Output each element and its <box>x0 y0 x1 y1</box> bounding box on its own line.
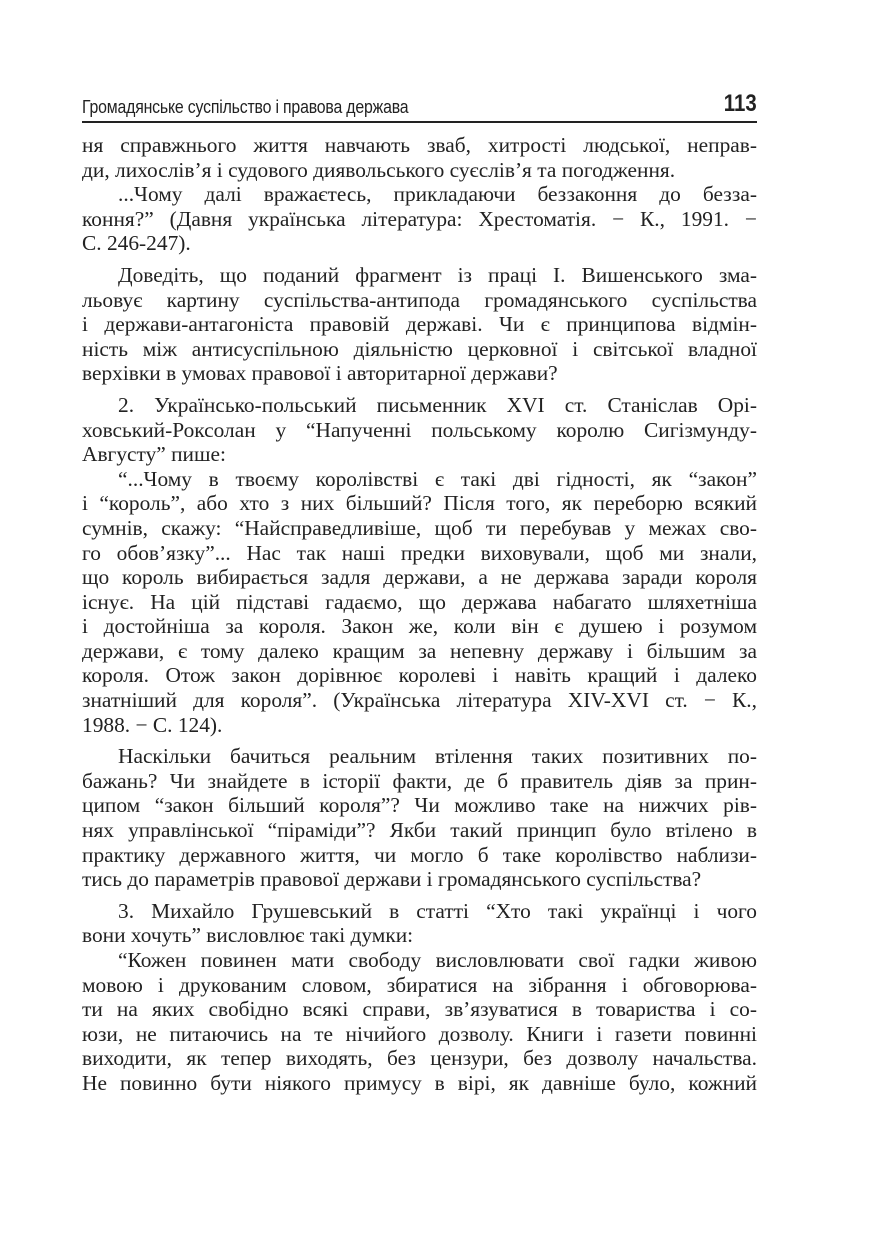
text-line: ня справжнього життя навчають зваб, хитрості людської, неправ- <box>82 133 757 157</box>
text-line: тись до параметрів правової держави і громадянського суспільства? <box>82 867 702 892</box>
text-line: і держави-антагоніста правовій державі. Чи є принципова відмін- <box>82 312 757 337</box>
running-title: Громадянське суспільство і правова держава <box>82 97 409 117</box>
text-line: Не повинно бути ніякого примусу в вірі, як давніше було, кожний <box>82 1070 757 1095</box>
text-line: Августу” пише: <box>82 442 226 467</box>
paragraph-p3 <box>82 263 757 386</box>
text-line: бажань? Чи знайдете в історії факти, де б правитель діяв за прин- <box>82 768 757 793</box>
text-line: практику державного життя, чи могло б таке королівство наблизи- <box>82 842 757 867</box>
text-line: ність між антисуспільною діяльністю церковної і світської владної <box>82 336 757 361</box>
paragraph-p2 <box>82 182 757 256</box>
text-line: юзи, не питаючись на те нічийого дозволу. Книги і газети повинні <box>82 1021 757 1046</box>
text-line: існує. На цій підставі гадаємо, що держава набагато шляхетніша <box>82 589 757 614</box>
running-header <box>82 84 757 123</box>
text-line: вони хочуть” висловлює такі думки: <box>82 923 414 948</box>
text-line: Наскільки бачиться реальним втілення таких позитивних по- <box>118 744 757 769</box>
text-line: “Кожен повинен мати свободу висловлювати свої гадки живою <box>118 948 757 972</box>
text-line: 1988. − С. 124). <box>82 712 223 737</box>
text-line: ти на яких свобідно всякі справи, зв’язуватися в товариства і со- <box>82 997 757 1022</box>
text-line: нях управлінської “піраміди”? Якби такий принцип було втілено в <box>82 818 757 843</box>
text-line: ...Чому далі вражаєтесь, прикладаючи беззаконня до безза- <box>118 182 757 207</box>
text-line: знатніший для короля”. (Українська література XIV-XVI ст. − К., <box>82 688 757 713</box>
text-line: і достойніша за короля. Закон же, коли він є душею і розумом <box>82 614 757 639</box>
paragraph-p4 <box>82 393 757 467</box>
text-line: льовує картину суспільства-антипода громадянського суспільства <box>82 287 757 312</box>
text-line: верхівки в умовах правової і авторитарної держави? <box>82 361 558 386</box>
text-line: сумнів, скажу: “Найсправедливіше, щоб ти перебував у межах сво- <box>82 515 757 540</box>
text-line: мовою і друкованим словом, збиратися на зібрання і обговорюва- <box>82 972 757 997</box>
text-line: коння?” (Давня українська література: Хрестоматія. − К., 1991. − <box>82 206 757 231</box>
text-line: що король вибирається задля держави, а не держава заради короля <box>82 565 757 590</box>
page-number: 113 <box>724 90 757 117</box>
text-line: держави, є тому далеко кращим за непевну державу і більшим за <box>82 638 757 663</box>
text-line: ховський-Роксолан у “Напученні польському королю Сигізмунду- <box>82 417 757 442</box>
body-text <box>82 133 757 1096</box>
paragraph-p7 <box>82 899 757 948</box>
text-line: 2. Українсько-польський письменник XVI ст. Станіслав Орі- <box>118 392 757 417</box>
text-line: 3. Михайло Грушевський в статті “Хто такі українці і чого <box>118 898 757 923</box>
paragraph-p6 <box>82 744 757 892</box>
text-line: “...Чому в твоєму королівстві є такі дві гідності, як “закон” <box>118 466 757 491</box>
book-page <box>82 84 757 1096</box>
text-line: ципом “закон більший короля”? Чи можливо таке на нижчих рів- <box>82 793 757 818</box>
paragraph-p8 <box>82 948 757 1096</box>
text-line: ди, лихослів’я і судового диявольського суєслів’я та погодження. <box>82 157 676 182</box>
paragraph-p5 <box>82 467 757 738</box>
text-line: го обов’язку”... Нас так наші предки виховували, щоб ми знали, <box>82 540 757 565</box>
text-line: Доведіть, що поданий фрагмент із праці І. Вишенського зма- <box>118 262 757 287</box>
text-line: короля. Отож закон дорівнює королеві і навіть кращий і далеко <box>82 663 757 688</box>
text-line: С. 246-247). <box>82 231 191 256</box>
paragraph-p1 <box>82 133 757 182</box>
text-line: виходити, як тепер виходять, без цензури, без дозволу начальства. <box>82 1046 757 1071</box>
text-line: і “король”, або хто з них більший? Після того, як переборю всякий <box>82 491 757 516</box>
